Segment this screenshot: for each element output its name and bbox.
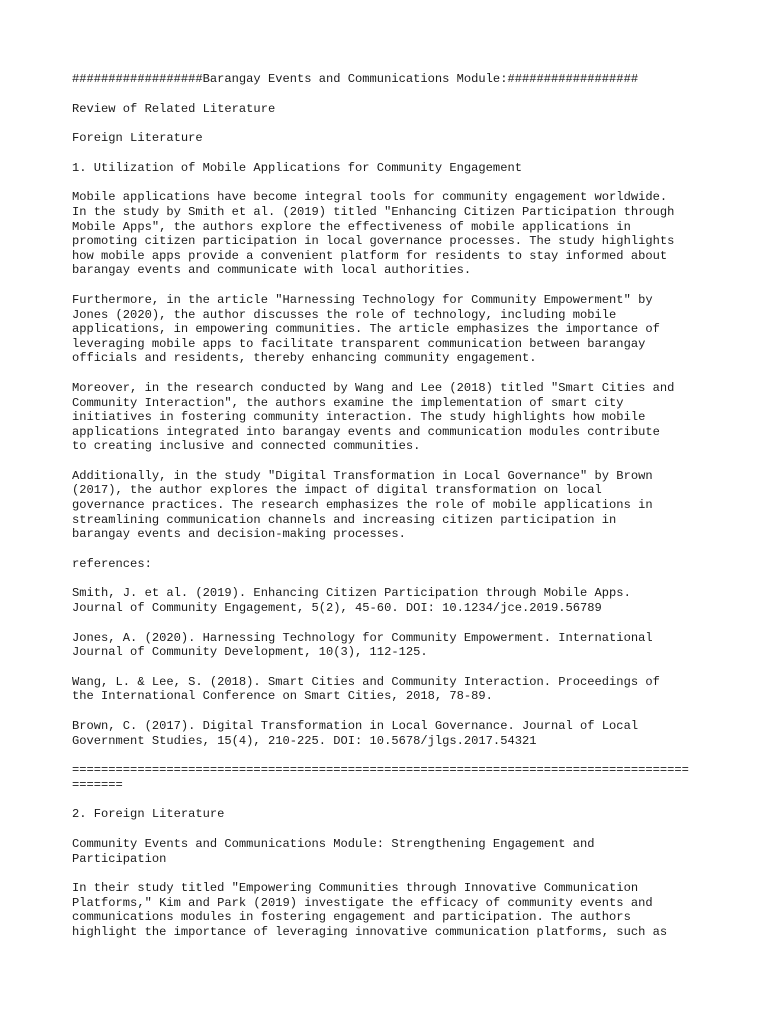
section-title: Review of Related Literature <box>72 101 276 116</box>
reference-item: Smith, J. et al. (2019). Enhancing Citizen Participation through Mobile Apps. Journal of Community Engagement, 5(2), 45-60. DOI: 10.1234/jce.2019.56789 <box>72 586 631 616</box>
paragraph-1: Mobile applications have become integral tools for community engagement worldwide. In the study by Smith et al. (2019) titled "Enhancing Citizen Participation through Mobile Apps", the authors explore the effectiveness of mobile applications in promoting citizen participation in local governance processes. The study highlights how mobile apps provide a convenient platform for residents to stay informed about barangay events and communicate with local authorities. <box>72 190 675 278</box>
references-label: references: <box>72 556 152 571</box>
topic-2-heading: 2. Foreign Literature <box>72 807 225 822</box>
topic-1-heading: 1. Utilization of Mobile Applications for Community Engagement <box>72 160 522 175</box>
reference-item: Wang, L. & Lee, S. (2018). Smart Cities and Community Interaction. Proceedings of the International Conference on Smart Cities, 2018, 78-89. <box>72 674 660 704</box>
paragraph-4: Additionally, in the study "Digital Transformation in Local Governance" by Brown (2017), the author explores the impact of digital transformation on local governance practices. The research emphasizes the role of mobile applications in streamlining communication channels and increasing citizen participation in barangay events and decision-making processes. <box>72 468 653 542</box>
topic-2-subtitle: Community Events and Communications Module: Strengthening Engagement and Participation <box>72 836 595 866</box>
reference-item: Brown, C. (2017). Digital Transformation in Local Governance. Journal of Local Government Studies, 15(4), 210-225. DOI: 10.5678/jlgs.2017.54321 <box>72 719 639 748</box>
paragraph-5: In their study titled "Empowering Communities through Innovative Communication Platforms," Kim and Park (2019) investigate the efficacy of community events and communications modules in fostering engagement and participation. The authors highlight the importance of leveraging innovative communication platforms, such as <box>72 881 668 939</box>
document-header: ##################Barangay Events and Communications Module:################## <box>72 72 639 86</box>
paragraph-2: Furthermore, in the article "Harnessing Technology for Community Empowerment" by Jones (2020), the author discusses the role of technology, including mobile applications, in empowering communities. The article emphasizes the importance of leveraging mobile apps to facilitate transparent communication between barangay officials and residents, thereby enhancing community engagement. <box>72 292 660 366</box>
section-separator: ===================================================================================== ======= <box>72 763 689 792</box>
subsection-title: Foreign Literature <box>72 131 203 146</box>
paragraph-3: Moreover, in the research conducted by Wang and Lee (2018) titled "Smart Cities and Community Interaction", the authors examine the implementation of smart city initiatives in fostering community interaction. The study highlights how mobile applications integrated into barangay events and communication modules contribute to creating inclusive and connected communities. <box>72 380 675 454</box>
reference-item: Jones, A. (2020). Harnessing Technology for Community Empowerment. International Journal of Community Development, 10(3), 112-125. <box>72 630 653 660</box>
